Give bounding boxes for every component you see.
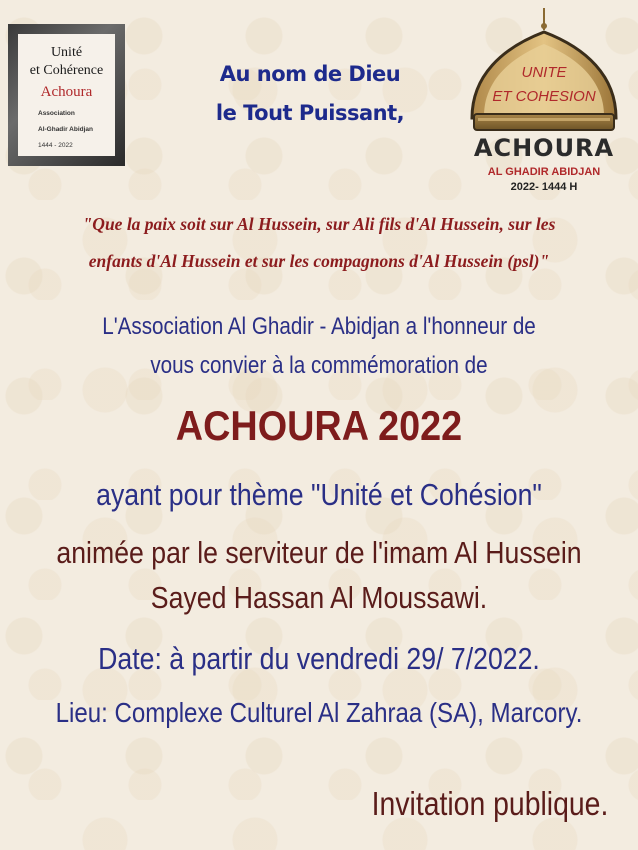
event-place: Lieu: Complexe Culturel Al Zahraa (SA), Marcory. (55, 697, 583, 728)
logo-right-line2: ET COHESION (492, 88, 596, 105)
logo-right-years: 2022- 1444 H (510, 181, 578, 193)
invitation-intro-line2: vous convier à la commémoration de (150, 352, 488, 379)
logo-left-association: Association (38, 110, 75, 117)
event-theme: ayant pour thème "Unité et Cohésion" (96, 477, 542, 512)
logo-unite-coherence (8, 24, 125, 166)
logo-left-card (18, 34, 115, 156)
logo-right-line1: UNITE (521, 64, 567, 81)
logo-achoura (462, 6, 632, 196)
logo-left-years: 1444 - 2022 (38, 142, 73, 149)
logo-left-line3: Achoura (40, 84, 93, 100)
blessing-quote-line2: enfants d'Al Hussein et sur les compagnons d'Al Hussein (psl)" (88, 251, 550, 271)
logo-left-line2: et Cohérence (29, 63, 104, 78)
logo-left-org: Al-Ghadir Abidjan (38, 126, 94, 133)
logo-right-org: AL GHADIR ABIDJAN (487, 166, 601, 178)
public-invitation-note: Invitation publique. (371, 785, 609, 822)
logo-left-line1: Unité (50, 45, 83, 60)
event-date: Date: à partir du vendredi 29/ 7/2022. (98, 641, 540, 676)
logo-right-title: ACHOURA (473, 134, 615, 162)
header-line2: le Tout Puissant, (215, 101, 405, 125)
event-title: ACHOURA 2022 (175, 402, 463, 449)
header-line1: Au nom de Dieu (219, 62, 401, 86)
event-host-line2: Sayed Hassan Al Moussawi. (150, 580, 488, 615)
blessing-quote-line1: "Que la paix soit sur Al Hussein, sur Ali fils d'Al Hussein, sur les (82, 214, 556, 234)
invitation-intro-line1: L'Association Al Ghadir - Abidjan a l'honneur de (102, 313, 536, 340)
event-host-line1: animée par le serviteur de l'imam Al Hussein (56, 535, 582, 570)
